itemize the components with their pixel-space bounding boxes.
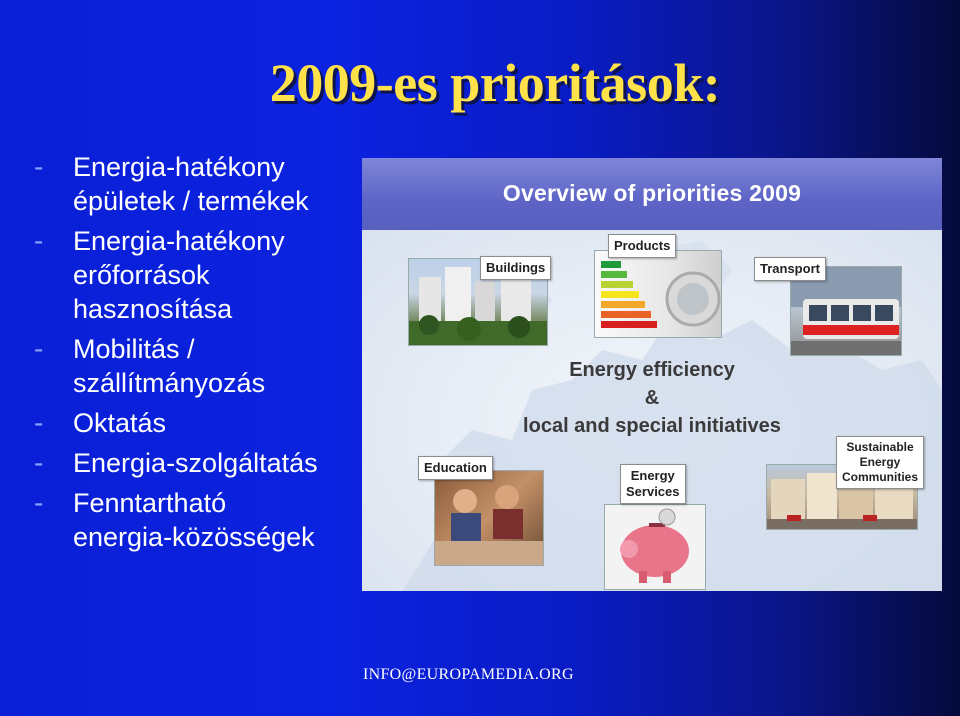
bullet-line: Energia-hatékony	[73, 226, 285, 256]
education-photo	[434, 470, 544, 566]
bullet-item	[30, 486, 370, 554]
bullet-dash: -	[34, 151, 44, 182]
bullet-dash: -	[34, 225, 44, 256]
energy-services-line-2: Services	[626, 484, 680, 499]
center-line-1: Energy efficiency	[569, 359, 735, 381]
bullet-line: Oktatás	[73, 408, 167, 438]
bullet-dash: -	[34, 333, 44, 364]
center-line-3: local and special initiatives	[523, 415, 781, 437]
energy-services-line-1: Energy	[630, 468, 675, 483]
bullet-list	[30, 150, 370, 560]
bullet-item	[30, 332, 370, 400]
products-photo	[594, 250, 722, 338]
slide-title: 2009-es prioritások:	[269, 53, 721, 113]
overview-title: Overview of priorities 2009	[502, 180, 802, 206]
bullet-line: Fenntartható	[73, 488, 227, 518]
sustainable-line-1: Sustainable	[846, 440, 914, 454]
priorities-overview-image	[362, 158, 942, 591]
bullet-dash: -	[34, 407, 44, 438]
bullet-line: Energia-hatékony	[73, 152, 285, 182]
energy-label-icon	[595, 251, 721, 337]
bullet-line: hasznosítása	[73, 294, 233, 324]
buildings-label: Buildings	[480, 256, 551, 280]
energy-services-label	[620, 464, 686, 504]
bullet-item	[30, 224, 370, 326]
bullet-line: energia-közösségek	[73, 522, 315, 552]
bullet-item	[30, 150, 370, 218]
center-line-2: &	[644, 387, 660, 409]
students-icon	[435, 471, 543, 565]
sustainable-line-2: Energy	[859, 455, 901, 469]
bullet-line: Mobilitás /	[73, 334, 195, 364]
bullet-dash: -	[34, 447, 44, 478]
transport-label: Transport	[754, 257, 826, 281]
piggy-bank-icon	[605, 505, 705, 589]
bullet-item	[30, 446, 370, 480]
footer-email: INFO@EUROPAMEDIA.ORG	[363, 666, 574, 683]
bullet-line: erőforrások	[73, 260, 210, 290]
center-heading	[472, 356, 832, 440]
products-label: Products	[608, 234, 676, 258]
bullet-dash: -	[34, 487, 44, 518]
overview-header	[362, 158, 942, 230]
sustainable-communities-label	[836, 436, 924, 489]
bullet-item	[30, 406, 370, 440]
bullet-line: Energia-szolgáltatás	[73, 448, 318, 478]
energy-services-photo	[604, 504, 706, 590]
sustainable-line-3: Communities	[842, 470, 919, 484]
bullet-line: épületek / termékek	[73, 186, 309, 216]
education-label: Education	[418, 456, 493, 480]
bullet-line: szállítmányozás	[73, 368, 266, 398]
